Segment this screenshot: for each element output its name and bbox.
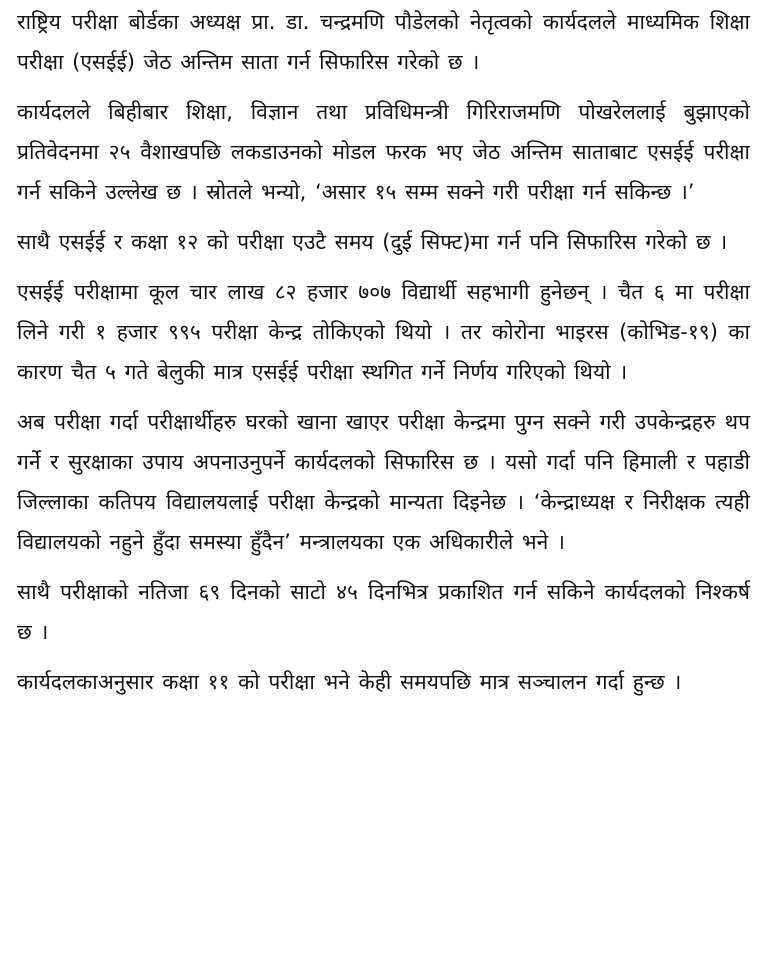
paragraph-3: साथै एसईई र कक्षा १२ को परीक्षा एउटै समय (दुई सिफ्ट)मा गर्न पनि सिफारिस गरेको छ । (17, 230, 728, 254)
paragraph-1: राष्ट्रिय परीक्षा बोर्डका अध्यक्ष प्रा. डा. चन्द्रमणि पौडेलको नेतृत्वको कार्यदलले माध्यमिक शिक्षा परीक्षा (एसईई) जेठ अन्तिम साता गर्न सिफारिस गरेको छ । (17, 10, 750, 74)
paragraph-7: कार्यदलकाअनुसार कक्षा ११ को परीक्षा भने केही समयपछि मात्र सञ्चालन गर्दा हुन्छ । (17, 670, 682, 694)
article-body (0, 2, 768, 962)
paragraph-4: एसईई परीक्षामा कूल चार लाख ८२ हजार ७०७ विद्यार्थी सहभागी हुनेछन् । चैत ६ मा परीक्षा लिने गरी १ हजार ९९५ परीक्षा केन्द्र तोकिएको थियो । तर कोरोना भाइरस (कोभिड-१९) का कारण चैत ५ गते बेलुकी मात्र एसईई परीक्षा स्थगित गर्ने निर्णय गरिएको थियो । (17, 280, 750, 384)
paragraph-6: साथै परीक्षाको नतिजा ६९ दिनको साटो ४५ दिनभित्र प्रकाशित गर्न सकिने कार्यदलको निश्कर्ष छ । (17, 580, 750, 644)
paragraph-5: अब परीक्षा गर्दा परीक्षार्थीहरु घरको खाना खाएर परीक्षा केन्द्रमा पुग्न सक्ने गरी उपकेन्द्रहरु थप गर्ने र सुरक्षाका उपाय अपनाउनुपर्ने कार्यदलको सिफारिस छ । यसो गर्दा पनि हिमाली र पहाडी जिल्लाका कतिपय विद्यालयलाई परीक्षा केन्द्रको मान्यता दिइनेछ । ‘केन्द्राध्यक्ष र निरीक्षक त्यही विद्यालयको नहुने हुँदा समस्या हुँदैन’ मन्त्रालयका एक अधिकारीले भने । (17, 410, 750, 554)
paragraph-2: कार्यदलले बिहीबार शिक्षा, विज्ञान तथा प्रविधिमन्त्री गिरिराजमणि पोखरेललाई बुझाएको प्रतिवेदनमा २५ वैशाखपछि लकडाउनको मोडल फरक भए जेठ अन्तिम साताबाट एसईई परीक्षा गर्न सकिने उल्लेख छ । स्रोतले भन्यो, ‘असार १५ सम्म सक्ने गरी परीक्षा गर्न सकिन्छ ।’ (17, 100, 750, 204)
